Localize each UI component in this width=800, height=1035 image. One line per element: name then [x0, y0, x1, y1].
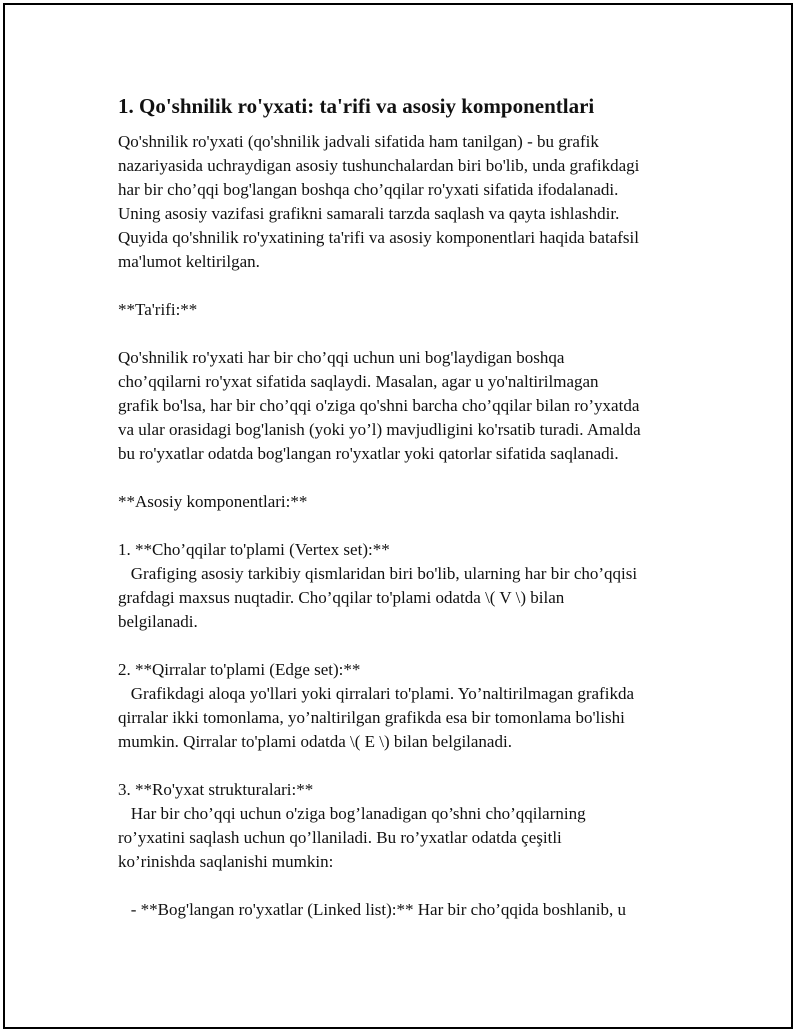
text-line: nazariyasida uchraydigan asosiy tushunchalardan biri bo'lib, unda grafikdagi [118, 156, 640, 175]
list-item-list-structures [118, 778, 698, 874]
text-line: 3. **Ro'yxat strukturalari:** [118, 780, 314, 799]
text-line: cho’qqilarni ro'yxat sifatida saqlaydi. Masalan, agar u yo'naltirilmagan [118, 372, 599, 391]
sub-list-item-linked-list [118, 898, 698, 922]
text-line: grafik bo'lsa, har bir cho’qqi o'ziga qo'shni barcha cho’qqilar bilan ro’yxatda [118, 396, 640, 415]
definition-title: **Ta'rifi:** [118, 300, 198, 319]
text-line: 2. **Qirralar to'plami (Edge set):** [118, 660, 361, 679]
text-line: har bir cho’qqi bog'langan boshqa cho’qqilar ro'yxati sifatida ifodalanadi. [118, 180, 619, 199]
text-line: Grafikdagi aloqa yo'llari yoki qirralari to'plami. Yo’naltirilmagan grafikda [118, 684, 634, 703]
text-line: 1. **Cho’qqilar to'plami (Vertex set):** [118, 540, 390, 559]
text-line: ko’rinishda saqlanishi mumkin: [118, 852, 334, 871]
text-line: - **Bog'langan ro'yxatlar (Linked list):** Har bir cho’qqida boshlanib, u [118, 900, 626, 919]
list-item-vertex-set [118, 538, 698, 634]
text-line: ma'lumot keltirilgan. [118, 252, 260, 271]
text-line: ro’yxatini saqlash uchun qo’llaniladi. Bu ro’yxatlar odatda çeşitli [118, 828, 562, 847]
text-line: Qo'shnilik ro'yxati har bir cho’qqi uchun uni bog'laydigan boshqa [118, 348, 565, 367]
text-line: Grafiging asosiy tarkibiy qismlaridan biri bo'lib, ularning har bir cho’qqisi [118, 564, 638, 583]
document-body [118, 92, 698, 922]
text-line: qirralar ikki tomonlama, yo’naltirilgan grafikda esa bir tomonlama bo'lishi [118, 708, 625, 727]
text-line: Quyida qo'shnilik ro'yxatining ta'rifi va asosiy komponentlari haqida batafsil [118, 228, 639, 247]
text-line: bu ro'yxatlar odatda bog'langan ro'yxatlar yoki qatorlar sifatida saqlanadi. [118, 444, 619, 463]
text-line: Qo'shnilik ro'yxati (qo'shnilik jadvali sifatida ham tanilgan) - bu grafik [118, 132, 599, 151]
list-item-edge-set [118, 658, 698, 754]
text-line: grafdagi maxsus nuqtadir. Cho’qqilar to'plami odatda \( V \) bilan [118, 588, 565, 607]
text-line: belgilanadi. [118, 612, 198, 631]
text-line: Uning asosiy vazifasi grafikni samarali tarzda saqlash va qayta ishlashdir. [118, 204, 620, 223]
text-line: mumkin. Qirralar to'plami odatda \( E \) bilan belgilanadi. [118, 732, 512, 751]
text-line: Har bir cho’qqi uchun o'ziga bog’lanadigan qo’shni cho’qqilarning [118, 804, 586, 823]
section-heading: 1. Qo'shnilik ro'yxati: ta'rifi va asosiy komponentlari [118, 94, 595, 118]
text-line: va ular orasidagi bog'lanish (yoki yo’l) mavjudligini ko'rsatib turadi. Amalda [118, 420, 641, 439]
intro-paragraph [118, 130, 698, 274]
definition-paragraph [118, 346, 698, 466]
components-title: **Asosiy komponentlari:** [118, 492, 308, 511]
